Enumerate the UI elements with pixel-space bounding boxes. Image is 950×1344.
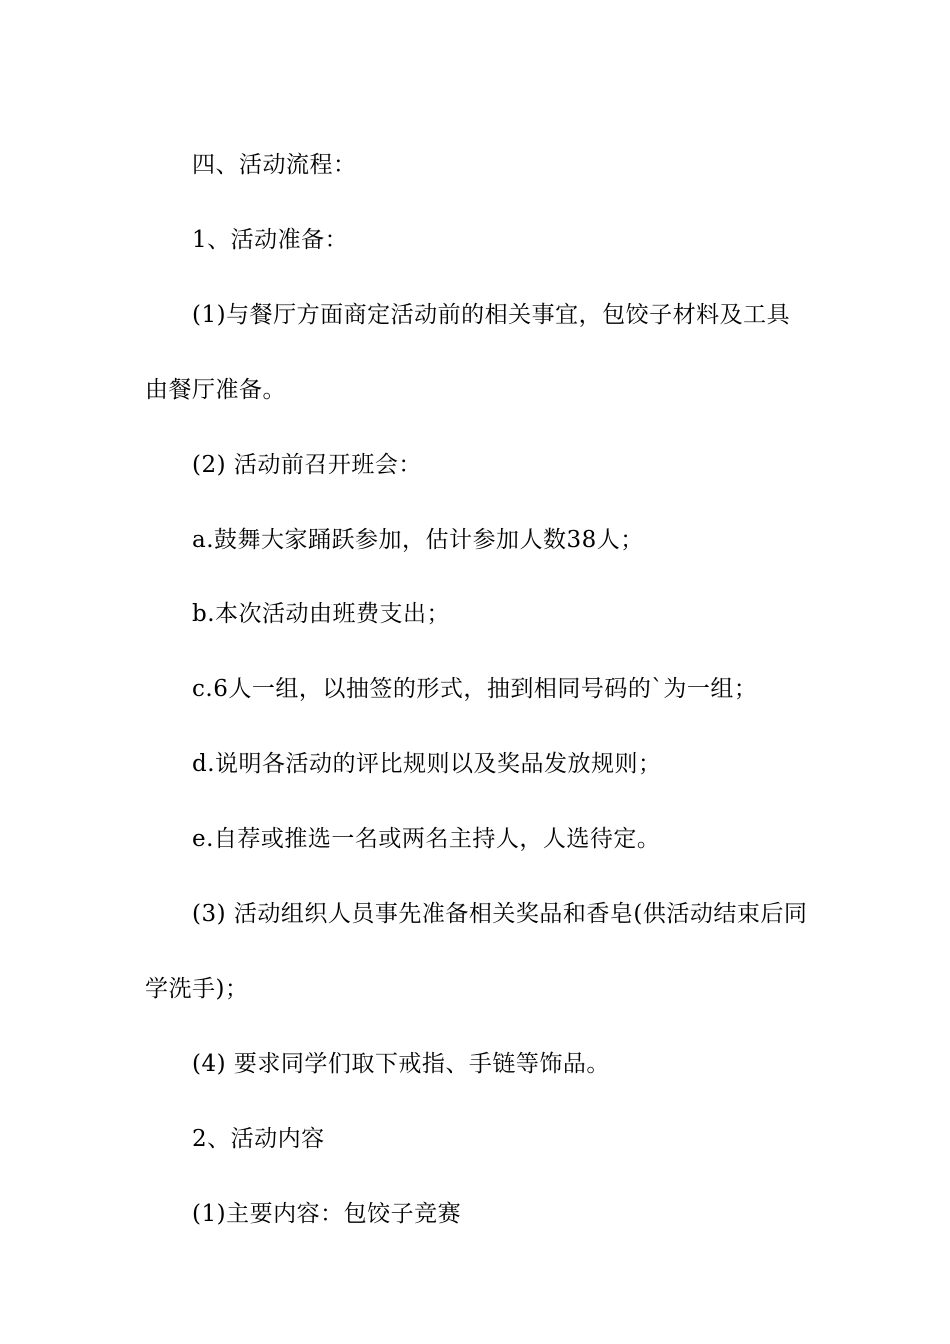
- item-remove-jewelry: (4) 要求同学们取下戒指、手链等饰品。: [192, 1050, 610, 1077]
- subitem-rules: d.说明各活动的评比规则以及奖品发放规则；: [192, 751, 662, 778]
- subitem-grouping: c.6人一组，以抽签的形式，抽到相同号码的`为一组；: [192, 676, 758, 703]
- subitem-host-selection: e.自荐或推选一名或两名主持人，人选待定。: [192, 826, 661, 853]
- section-activity-content: 2、活动内容: [192, 1125, 325, 1152]
- subitem-class-fund: b.本次活动由班费支出；: [192, 601, 451, 628]
- item-prizes-and-soap: (3) 活动组织人员事先准备相关奖品和香皂(供活动结束后同学洗手)；: [145, 901, 808, 1002]
- subitem-encourage-participation: a.鼓舞大家踊跃参加，估计参加人数38人；: [192, 526, 644, 553]
- item-class-meeting: (2) 活动前召开班会：: [192, 451, 422, 478]
- item-restaurant-arrangement: (1)与餐厅方面商定活动前的相关事宜，包饺子材料及工具由餐厅准备。: [145, 301, 791, 403]
- item-main-content: (1)主要内容：包饺子竞赛: [192, 1200, 462, 1227]
- document-body: [145, 128, 810, 1252]
- section-activity-preparation: 1、活动准备：: [192, 226, 349, 253]
- heading-activity-process: 四、活动流程：: [192, 152, 357, 178]
